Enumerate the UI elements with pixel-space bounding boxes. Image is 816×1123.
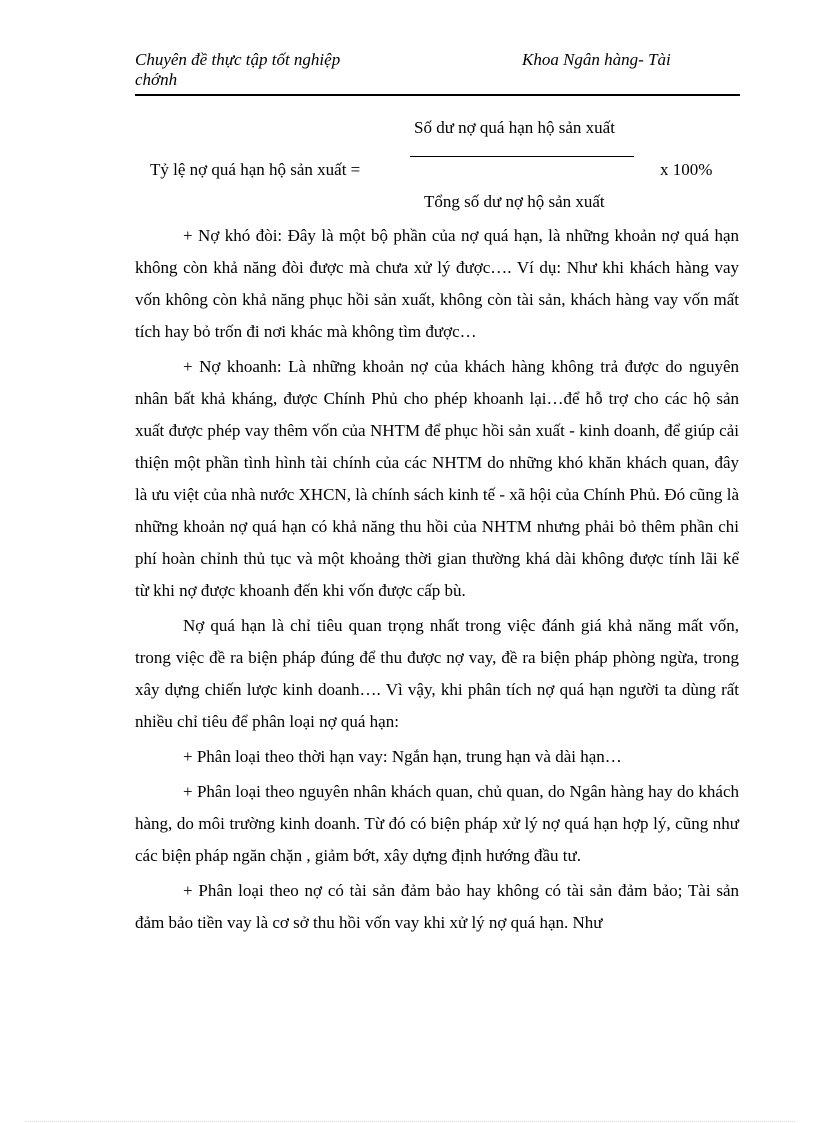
ratio-formula bbox=[0, 0, 816, 220]
header-title-right: Khoa Ngân hàng- Tài bbox=[522, 50, 671, 69]
paragraph-bad-debt: + Nợ khó đòi: Đây là một bộ phần của nợ quá hạn, là những khoản nợ quá hạn không còn khả năng đòi được mà chưa xử lý được…. Ví dụ: Như khi khách hàng vay vốn không còn khả năng phục hồi sản xuất, không còn tài sản, khách hàng vay vốn mất tích hay bỏ trốn đi nơi khác mà không tìm được… bbox=[135, 226, 739, 341]
formula-label: Tỷ lệ nợ quá hạn hộ sản xuất = bbox=[150, 160, 361, 179]
formula-multiplier: x 100% bbox=[660, 160, 713, 179]
paragraph-classify-term: + Phân loại theo thời hạn vay: Ngắn hạn, trung hạn và dài hạn… bbox=[183, 747, 622, 766]
formula-denominator: Tổng số dư nợ hộ sản xuất bbox=[424, 192, 605, 211]
fraction-bar bbox=[410, 156, 634, 157]
document-body bbox=[135, 220, 739, 942]
paragraph-classify-cause: + Phân loại theo nguyên nhân khách quan, chủ quan, do Ngân hàng hay do khách hàng, do môi trường kinh doanh. Từ đó có biện pháp xử lý nợ quá hạn hợp lý, cũng như các biện pháp ngăn chặn , giảm bớt, xây dựng định hướng đầu tư. bbox=[135, 782, 739, 865]
formula-numerator: Số dư nợ quá hạn hộ sản xuất bbox=[414, 118, 615, 137]
header-title-left: Chuyên đề thực tập tốt nghiệp bbox=[135, 50, 341, 69]
paragraph-overdue-importance: Nợ quá hạn là chỉ tiêu quan trọng nhất trong việc đánh giá khả năng mất vốn, trong việc đề ra biện pháp đúng để thu được nợ vay, đề ra biện pháp phòng ngừa, trong xây dựng chiến lược kinh doanh…. Vì vậy, khi phân tích nợ quá hạn người ta dùng rất nhiều chỉ tiêu để phân loại nợ quá hạn: bbox=[135, 616, 739, 731]
page-bottom-rule bbox=[25, 1121, 795, 1122]
paragraph-classify-collateral: + Phân loại theo nợ có tài sản đảm bảo hay không có tài sản đảm bảo; Tài sản đảm bảo tiền vay là cơ sở thu hồi vốn vay khi xử lý nợ quá hạn. Như bbox=[135, 881, 739, 932]
header-title-left-continued: chớnh bbox=[135, 70, 178, 89]
paragraph-frozen-debt: + Nợ khoanh: Là những khoản nợ của khách hàng không trả được do nguyên nhân bất khả kháng, được Chính Phủ cho phép khoanh lại…để hỗ trợ cho các hộ sản xuất được phép vay thêm vốn của NHTM để phục hồi sản xuất - kinh doanh, để giúp cải thiện một phần tình hình tài chính của các NHTM do những khó khăn khách quan, đây là ưu việt của nhà nước XHCN, là chính sách kinh tế - xã hội của Chính Phủ. Đó cũng là những khoản nợ quá hạn có khả năng thu hồi của NHTM nhưng phải bỏ thêm phần chi phí hoàn chỉnh thủ tục và một khoảng thời gian thường khá dài không được tính lãi kể từ khi nợ được khoanh đến khi vốn được cấp bù. bbox=[135, 357, 739, 600]
